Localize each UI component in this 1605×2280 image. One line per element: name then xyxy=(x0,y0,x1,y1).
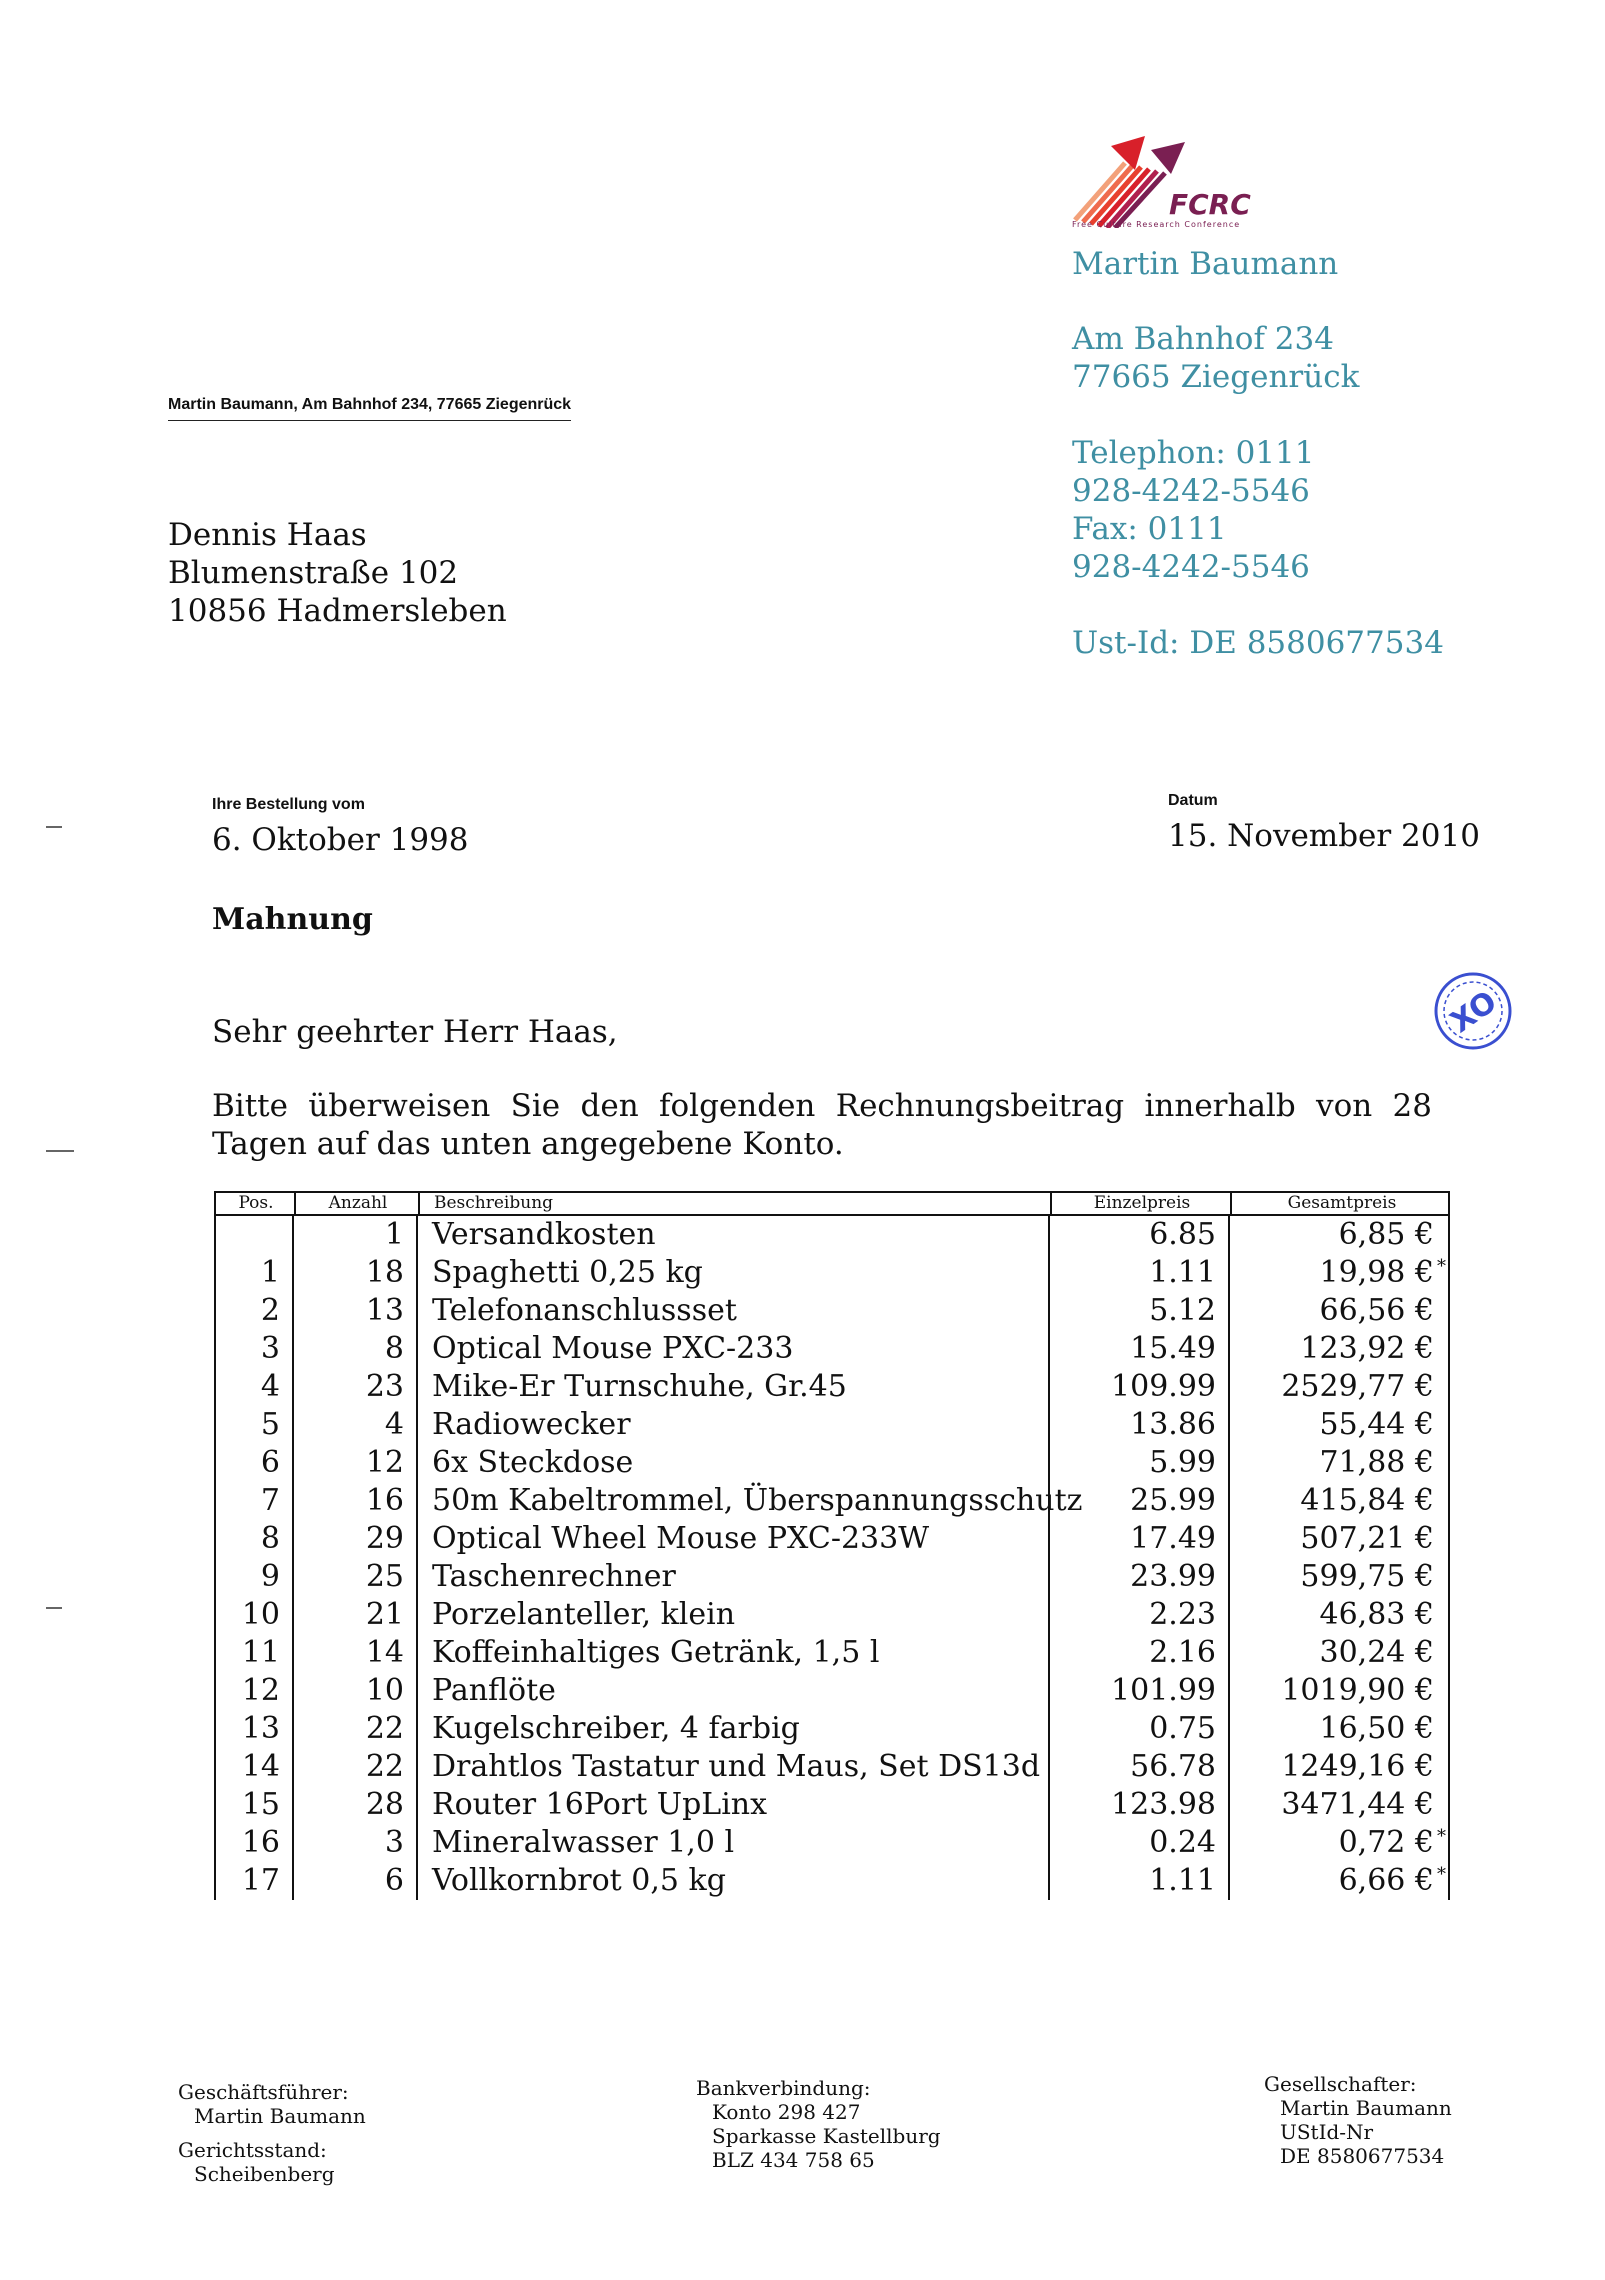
cell-beschreibung: Koffeinhaltiges Getränk, 1,5 l xyxy=(432,1635,880,1670)
recipient-city: 10856 Hadmersleben xyxy=(168,593,507,629)
table-row xyxy=(214,1824,1450,1862)
cell-einzelpreis: 2.23 xyxy=(1149,1597,1216,1632)
cell-einzelpreis: 5.12 xyxy=(1149,1293,1216,1328)
cell-beschreibung: Telefonanschlussset xyxy=(432,1293,737,1328)
cell-einzelpreis: 6.85 xyxy=(1149,1217,1216,1252)
cell-gesamtpreis: 71,88 € xyxy=(1319,1445,1434,1480)
table-row xyxy=(214,1330,1450,1368)
cell-gesamtpreis: 6,66 € xyxy=(1338,1863,1434,1898)
cell-footnote-mark: * xyxy=(1437,1256,1446,1277)
return-address: Martin Baumann, Am Bahnhof 234, 77665 Ziegenrück xyxy=(168,396,571,421)
footer-ustid-label: UStId-Nr xyxy=(1280,2120,1374,2144)
cell-einzelpreis: 1.11 xyxy=(1149,1863,1216,1898)
cell-gesamtpreis: 507,21 € xyxy=(1300,1521,1434,1556)
cell-gesamtpreis: 1019,90 € xyxy=(1281,1673,1434,1708)
cell-anzahl: 6 xyxy=(384,1863,404,1898)
sender-telephone-number: 928-4242-5546 xyxy=(1072,473,1310,509)
cell-pos: 17 xyxy=(241,1863,280,1898)
cell-beschreibung: Taschenrechner xyxy=(432,1559,676,1594)
cell-anzahl: 22 xyxy=(365,1711,404,1746)
table-row xyxy=(214,1862,1450,1900)
cell-anzahl: 21 xyxy=(365,1597,404,1632)
cell-pos: 11 xyxy=(241,1635,280,1670)
header-gesamtpreis: Gesamtpreis xyxy=(1287,1193,1397,1213)
cell-beschreibung: Versandkosten xyxy=(432,1217,656,1252)
cell-beschreibung: Mike-Er Turnschuhe, Gr.45 xyxy=(432,1369,847,1404)
footer-ceo-label: Geschäftsführer: xyxy=(178,2080,349,2104)
table-row xyxy=(214,1634,1450,1672)
cell-anzahl: 4 xyxy=(384,1407,404,1442)
cell-gesamtpreis: 46,83 € xyxy=(1319,1597,1434,1632)
sender-ust-id: Ust-Id: DE 8580677534 xyxy=(1072,625,1444,661)
date-label: Datum xyxy=(1168,792,1218,809)
footer-ceo-name: Martin Baumann xyxy=(194,2104,366,2128)
invoice-table xyxy=(214,1191,1450,1900)
cell-pos: 7 xyxy=(260,1483,280,1518)
table-row xyxy=(214,1672,1450,1710)
cell-pos: 6 xyxy=(260,1445,280,1480)
letter-date: 15. November 2010 xyxy=(1168,818,1480,854)
salutation: Sehr geehrter Herr Haas, xyxy=(212,1014,618,1050)
cell-anzahl: 8 xyxy=(384,1331,404,1366)
cell-anzahl: 14 xyxy=(365,1635,404,1670)
cell-einzelpreis: 101.99 xyxy=(1111,1673,1216,1708)
recipient-block xyxy=(168,516,507,630)
stamp-icon xyxy=(1432,970,1514,1052)
cell-pos: 16 xyxy=(241,1825,280,1860)
cell-anzahl: 3 xyxy=(384,1825,404,1860)
logo-arrows-icon xyxy=(1065,128,1265,228)
cell-gesamtpreis: 55,44 € xyxy=(1319,1407,1434,1442)
header-beschreibung: Beschreibung xyxy=(434,1193,554,1213)
cell-pos: 5 xyxy=(260,1407,280,1442)
sender-name: Martin Baumann xyxy=(1072,246,1339,282)
cell-anzahl: 28 xyxy=(365,1787,404,1822)
cell-gesamtpreis: 0,72 € xyxy=(1338,1825,1434,1860)
table-row xyxy=(214,1558,1450,1596)
table-row xyxy=(214,1710,1450,1748)
cell-beschreibung: Optical Mouse PXC-233 xyxy=(432,1331,794,1366)
cell-einzelpreis: 5.99 xyxy=(1149,1445,1216,1480)
fold-mark-top xyxy=(46,826,62,828)
cell-gesamtpreis: 599,75 € xyxy=(1300,1559,1434,1594)
fold-mark-bottom xyxy=(46,1607,62,1609)
cell-gesamtpreis: 2529,77 € xyxy=(1281,1369,1434,1404)
cell-beschreibung: Optical Wheel Mouse PXC-233W xyxy=(432,1521,930,1556)
cell-beschreibung: Spaghetti 0,25 kg xyxy=(432,1255,703,1290)
cell-einzelpreis: 123.98 xyxy=(1111,1787,1216,1822)
cell-einzelpreis: 23.99 xyxy=(1130,1559,1216,1594)
cell-einzelpreis: 13.86 xyxy=(1130,1407,1216,1442)
footer-court-label: Gerichtsstand: xyxy=(178,2138,327,2162)
cell-gesamtpreis: 415,84 € xyxy=(1300,1483,1434,1518)
table-row xyxy=(214,1368,1450,1406)
cell-beschreibung: Radiowecker xyxy=(432,1407,631,1442)
cell-gesamtpreis: 30,24 € xyxy=(1319,1635,1434,1670)
cell-pos: 9 xyxy=(260,1559,280,1594)
table-body xyxy=(214,1216,1450,1900)
table-row xyxy=(214,1748,1450,1786)
cell-gesamtpreis: 6,85 € xyxy=(1338,1217,1434,1252)
cell-pos: 1 xyxy=(260,1255,280,1290)
footer-left xyxy=(178,2080,366,2186)
cell-footnote-mark: * xyxy=(1437,1864,1446,1885)
cell-einzelpreis: 25.99 xyxy=(1130,1483,1216,1518)
order-label: Ihre Bestellung vom xyxy=(212,796,365,813)
cell-beschreibung: Mineralwasser 1,0 l xyxy=(432,1825,735,1860)
cell-gesamtpreis: 66,56 € xyxy=(1319,1293,1434,1328)
cell-gesamtpreis: 1249,16 € xyxy=(1281,1749,1434,1784)
cell-anzahl: 12 xyxy=(365,1445,404,1480)
hole-punch-mark xyxy=(46,1150,74,1152)
document-title: Mahnung xyxy=(212,902,373,937)
footer-right xyxy=(1264,2072,1452,2168)
table-row xyxy=(214,1406,1450,1444)
cell-einzelpreis: 56.78 xyxy=(1130,1749,1216,1784)
cell-anzahl: 18 xyxy=(365,1255,404,1290)
cell-anzahl: 16 xyxy=(365,1483,404,1518)
table-row xyxy=(214,1292,1450,1330)
svg-text:FCRC: FCRC xyxy=(1169,188,1251,221)
cell-beschreibung: Vollkornbrot 0,5 kg xyxy=(432,1863,726,1898)
logo-tagline: Free Culture Research Conference xyxy=(1072,220,1241,229)
footer-bank-blz: BLZ 434 758 65 xyxy=(712,2148,875,2172)
cell-pos: 4 xyxy=(260,1369,280,1404)
cell-einzelpreis: 0.75 xyxy=(1149,1711,1216,1746)
footer-partner-label: Gesellschafter: xyxy=(1264,2072,1417,2096)
cell-pos: 15 xyxy=(241,1787,280,1822)
cell-pos: 12 xyxy=(241,1673,280,1708)
cell-einzelpreis: 0.24 xyxy=(1149,1825,1216,1860)
footer-court-value: Scheibenberg xyxy=(194,2162,335,2186)
sender-fax-number: 928-4242-5546 xyxy=(1072,549,1310,585)
cell-gesamtpreis: 123,92 € xyxy=(1300,1331,1434,1366)
cell-anzahl: 25 xyxy=(365,1559,404,1594)
cell-anzahl: 23 xyxy=(365,1369,404,1404)
cell-pos: 2 xyxy=(260,1293,280,1328)
cell-anzahl: 10 xyxy=(365,1673,404,1708)
svg-text:XO: XO xyxy=(1444,984,1504,1041)
recipient-street: Blumenstraße 102 xyxy=(168,555,459,591)
table-row xyxy=(214,1254,1450,1292)
footer-bank-name: Sparkasse Kastellburg xyxy=(712,2124,941,2148)
cell-pos: 14 xyxy=(241,1749,280,1784)
sender-telephone: Telephon: 0111 xyxy=(1072,435,1315,471)
sender-street: Am Bahnhof 234 xyxy=(1072,321,1334,357)
cell-beschreibung: Router 16Port UpLinx xyxy=(432,1787,768,1822)
cell-beschreibung: Kugelschreiber, 4 farbig xyxy=(432,1711,800,1746)
cell-footnote-mark: * xyxy=(1437,1826,1446,1847)
cell-einzelpreis: 1.11 xyxy=(1149,1255,1216,1290)
cell-pos: 13 xyxy=(241,1711,280,1746)
sender-fax: Fax: 0111 xyxy=(1072,511,1227,547)
table-row xyxy=(214,1786,1450,1824)
footer-bank-label: Bankverbindung: xyxy=(696,2076,871,2100)
table-row xyxy=(214,1482,1450,1520)
cell-einzelpreis: 109.99 xyxy=(1111,1369,1216,1404)
table-row xyxy=(214,1216,1450,1254)
body-paragraph: Bitte überweisen Sie den folgenden Rechnungsbeitrag innerhalb von 28 Tagen auf das unten angegebene Konto. xyxy=(212,1088,1432,1162)
cell-einzelpreis: 15.49 xyxy=(1130,1331,1216,1366)
header-pos: Pos. xyxy=(238,1193,274,1213)
table-row xyxy=(214,1520,1450,1558)
cell-pos: 10 xyxy=(241,1597,280,1632)
header-einzelpreis: Einzelpreis xyxy=(1093,1193,1191,1213)
cell-beschreibung: 6x Steckdose xyxy=(432,1445,634,1480)
table-row xyxy=(214,1596,1450,1634)
cell-anzahl: 13 xyxy=(365,1293,404,1328)
footer-partner-name: Martin Baumann xyxy=(1280,2096,1452,2120)
cell-gesamtpreis: 16,50 € xyxy=(1319,1711,1434,1746)
cell-pos: 8 xyxy=(260,1521,280,1556)
cell-einzelpreis: 2.16 xyxy=(1149,1635,1216,1670)
cell-beschreibung: Porzelanteller, klein xyxy=(432,1597,736,1632)
footer-ustid-value: DE 8580677534 xyxy=(1280,2144,1445,2168)
cell-anzahl: 29 xyxy=(365,1521,404,1556)
cell-anzahl: 1 xyxy=(384,1217,404,1252)
cell-gesamtpreis: 3471,44 € xyxy=(1281,1787,1434,1822)
cell-beschreibung: Drahtlos Tastatur und Maus, Set DS13d xyxy=(432,1749,1041,1784)
circular-stamp xyxy=(1432,970,1514,1052)
cell-beschreibung: 50m Kabeltrommel, Überspannungsschutz xyxy=(432,1483,1083,1518)
cell-pos: 3 xyxy=(260,1331,280,1366)
table-row xyxy=(214,1444,1450,1482)
footer-center xyxy=(696,2076,941,2172)
cell-anzahl: 22 xyxy=(365,1749,404,1784)
order-date: 6. Oktober 1998 xyxy=(212,822,469,858)
cell-einzelpreis: 17.49 xyxy=(1130,1521,1216,1556)
cell-gesamtpreis: 19,98 € xyxy=(1319,1255,1434,1290)
recipient-name: Dennis Haas xyxy=(168,517,367,553)
sender-city: 77665 Ziegenrück xyxy=(1072,359,1360,395)
cell-beschreibung: Panflöte xyxy=(432,1673,556,1708)
header-anzahl: Anzahl xyxy=(328,1193,388,1213)
footer-bank-account: Konto 298 427 xyxy=(712,2100,861,2124)
table-header xyxy=(214,1191,1450,1216)
